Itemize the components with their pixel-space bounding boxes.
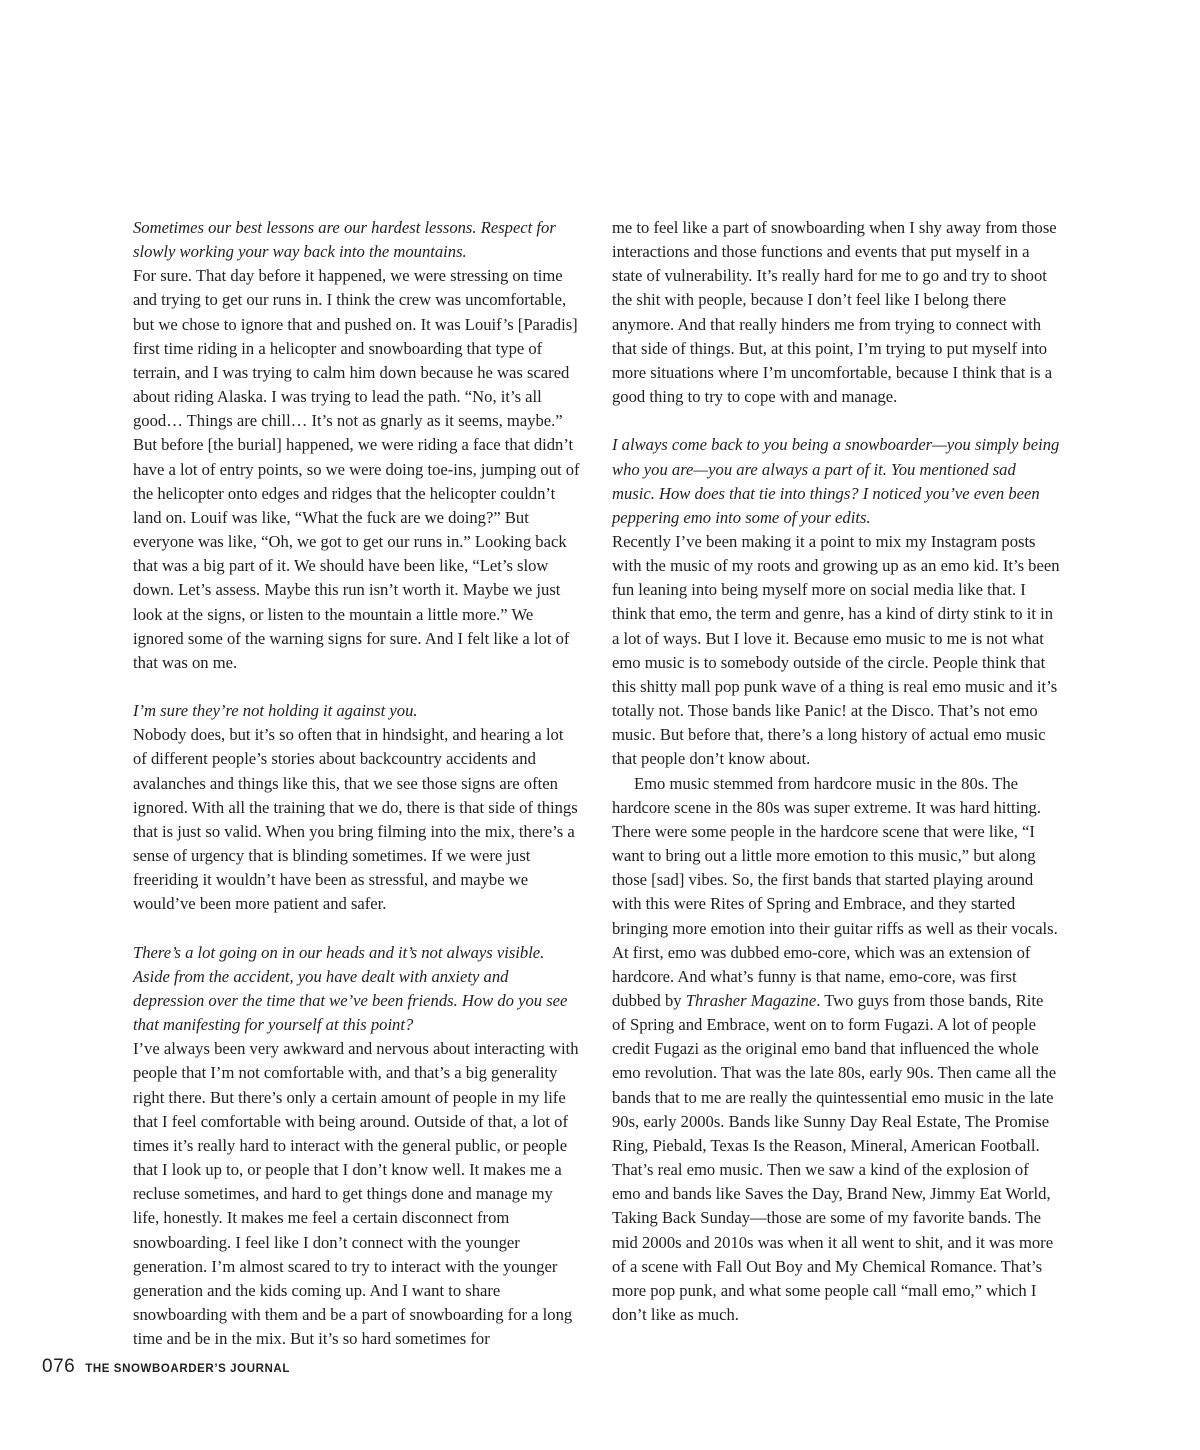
answer-2: Nobody does, but it’s so often that in hindsight, and hearing a lot of different people’s stories about backcountry accidents and avalanches and things like this, that we see those signs are often ignored. With all the training that we do, there is that side of things that is just so valid. When you bring filming into the mix, there’s a sense of urgency that is blinding sometimes. If we were just freeriding it wouldn’t have been as stressful, and maybe we would’ve been more patient and safer. — [133, 725, 578, 914]
answer-4-text-a: Emo music stemmed from hardcore music in the 80s. The hardcore scene in the 80s was super extreme. It was hard hitting. There were some people in the hardcore scene that were like, “I want to bring out a little more emotion to this music,” but along those [sad] vibes. So, the first bands that started playing around with this were Rites of Spring and Embrace, and they started bringing more emotion into their guitar riffs as well as their vocals. At first, emo was dubbed emo-core, which was an extension of hardcore. And what’s funny is that name, emo-core, was first dubbed by — [612, 773, 1058, 1010]
right-column — [612, 216, 1060, 1327]
question-3: There’s a lot going on in our heads and it’s not always visible. Aside from the accident, you have dealt with anxiety and depression over the time that we’ve been friends. How do you see that manifesting for yourself at this point? — [133, 942, 568, 1035]
answer-3-continued: me to feel like a part of snowboarding when I shy away from those interactions and those functions and events that put myself in a state of vulnerability. It’s really hard for me to go and try to shoot the shit with people, because I don’t feel like I belong there anymore. And that really hinders me from trying to connect with that side of things. But, at this point, I’m trying to put myself into more situations where I’m uncomfortable, because I think that is a good thing to try to cope with and manage. — [612, 218, 1057, 407]
question-1: Sometimes our best lessons are our hardest lessons. Respect for slowly working your way back into the mountains. — [133, 218, 556, 262]
answer-4: Recently I’ve been making it a point to mix my Instagram posts with the music of my roots and growing up as an emo kid. It’s been fun leaning into being myself more on social media like that. I think that emo, the term and genre, has a kind of dirty stink to it in a lot of ways. But I love it. Because emo music to me is not what emo music is to somebody outside of the circle. People think that this shitty mall pop punk wave of a thing is real emo music and it’s totally not. Those bands like Panic! at the Disco. That’s not emo music. But before that, there’s a long history of actual emo music that people don’t know about. — [612, 532, 1060, 769]
page-number: 076 — [42, 1356, 76, 1377]
magazine-title: Thrasher Magazine — [685, 990, 817, 1010]
publication-name: THE SNOWBOARDER’S JOURNAL — [85, 1363, 290, 1375]
page-footer — [42, 1356, 290, 1380]
answer-1: For sure. That day before it happened, we were stressing on time and trying to get our runs in. I think the crew was uncomfortable, but we chose to ignore that and pushed on. It was Louif’s [Paradis] first time riding in a helicopter and snowboarding that type of terrain, and I was trying to calm him down because he was scared about riding Alaska. I was trying to lead the path. “No, it’s all good… Things are chill… It’s not as gnarly as it seems, maybe.” But before [the burial] happened, we were riding a face that didn’t have a lot of entry points, so we were doing toe-ins, jumping out of the helicopter onto edges and ridges that the helicopter couldn’t land on. Louif was like, “What the fuck are we doing?” But everyone was like, “Oh, we got to get our runs in.” Looking back that was a big part of it. We should have been like, “Let’s slow down. Let’s assess. Maybe this run isn’t worth it. Maybe we just look at the signs, or listen to the mountain a little more.” We ignored some of the warning signs for sure. And I felt like a lot of that was on me. — [133, 266, 580, 672]
answer-4-paragraph-2 — [612, 772, 1060, 1328]
paragraph-gap — [612, 409, 1060, 433]
paragraph-gap — [133, 675, 581, 699]
paragraph-gap — [133, 917, 581, 941]
answer-3: I’ve always been very awkward and nervous about interacting with people that I’m not comfortable with, and that’s a big generality right there. But there’s only a certain amount of people in my life that I feel comfortable with being around. Outside of that, a lot of times it’s really hard to interact with the general public, or people that I look up to, or people that I don’t know well. It makes me a recluse sometimes, and hard to get things done and manage my life, honestly. It makes me feel a certain disconnect from snowboarding. I feel like I don’t connect with the younger generation. I’m almost scared to try to interact with the younger generation and the kids coming up. And I want to share snowboarding with them and be a part of snowboarding for a long time and be in the mix. But it’s so hard sometimes for — [133, 1039, 579, 1349]
question-2: I’m sure they’re not holding it against you. — [133, 701, 418, 721]
question-4: I always come back to you being a snowboarder—you simply being who you are—you are always a part of it. You mentioned sad music. How does that tie into things? I noticed you’ve even been peppering emo into some of your edits. — [612, 435, 1060, 527]
answer-4-text-b: . Two guys from those bands, Rite of Spring and Embrace, went on to form Fugazi. A lot of people credit Fugazi as the original emo band that influenced the whole emo revolution. That was the late 80s, early 90s. Then came all the bands that to me are really the quintessential emo music in the late 90s, early 2000s. Bands like Sunny Day Real Estate, The Promise Ring, Piebald, Texas Is the Reason, Mineral, American Football. That’s real emo music. Then we saw a kind of the explosion of emo and bands like Saves the Day, Brand New, Jimmy Eat World, Taking Back Sunday—those are some of my favorite bands. The mid 2000s and 2010s was when it all went to shit, and it was more of a scene with Fall Out Boy and My Chemical Romance. That’s more pop punk, and what some people call “mall emo,” which I don’t like as much. — [612, 990, 1057, 1325]
left-column — [133, 216, 581, 1351]
